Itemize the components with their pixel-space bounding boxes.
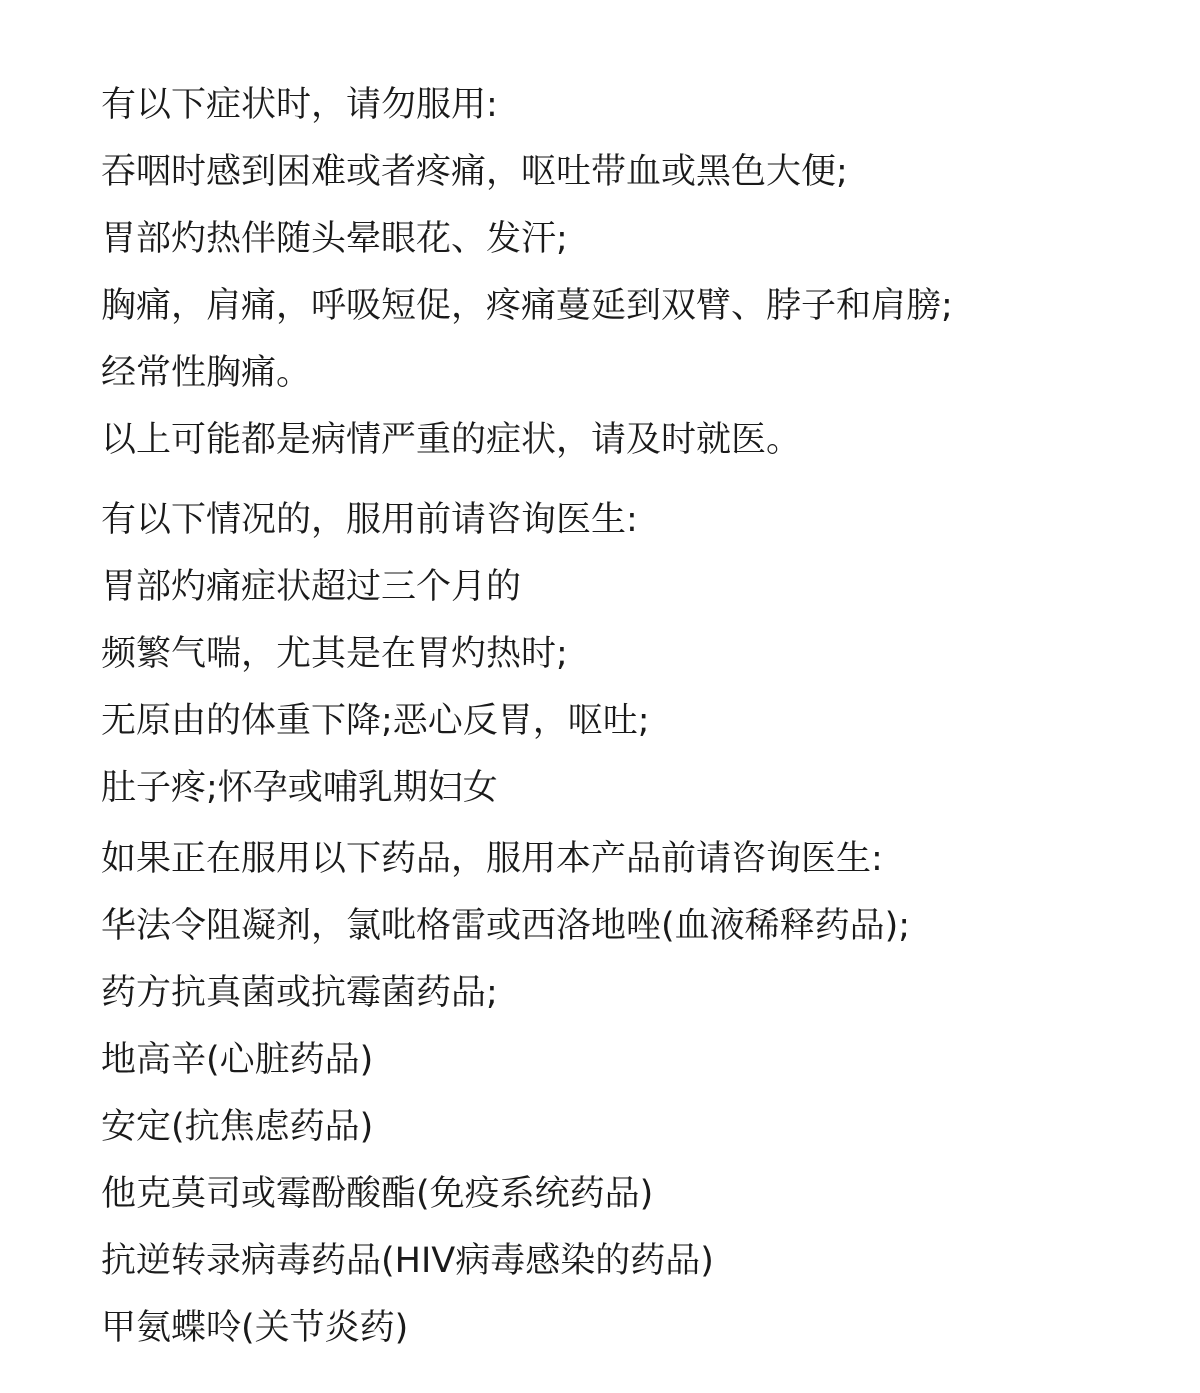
section-drug-interactions [101, 826, 1161, 1362]
section-do-not-use [101, 72, 1161, 474]
list-item: 肚子疼;怀孕或哺乳期妇女 [101, 768, 498, 808]
list-item: 华法令阻凝剂，氯吡格雷或西洛地唑(血液稀释药品); [101, 906, 911, 946]
section-heading: 如果正在服用以下药品，服用本产品前请咨询医生: [101, 839, 883, 879]
section-heading: 有以下情况的，服用前请咨询医生: [101, 500, 638, 540]
list-item: 甲氨蝶呤(关节炎药) [101, 1308, 409, 1348]
section-spacer [101, 474, 1161, 487]
list-item: 胃部灼痛症状超过三个月的 [101, 567, 522, 607]
list-item: 他克莫司或霉酚酸酯(免疫系统药品) [101, 1174, 654, 1214]
section-heading: 有以下症状时，请勿服用: [101, 85, 498, 125]
list-item: 药方抗真菌或抗霉菌药品; [101, 973, 498, 1013]
warning-document [101, 72, 1161, 1362]
list-item: 地高辛(心脏药品) [101, 1040, 374, 1080]
list-item: 安定(抗焦虑药品) [101, 1107, 374, 1147]
list-item: 抗逆转录病毒药品(HIV病毒感染的药品) [101, 1241, 714, 1281]
list-item: 胸痛，肩痛，呼吸短促，疼痛蔓延到双臂、脖子和肩膀; [101, 286, 953, 326]
list-item: 胃部灼热伴随头晕眼花、发汗; [101, 219, 568, 259]
section-consult-doctor [101, 487, 1161, 822]
list-item: 吞咽时感到困难或者疼痛，呕吐带血或黑色大便; [101, 152, 848, 192]
list-item: 频繁气喘，尤其是在胃灼热时; [101, 634, 568, 674]
list-item: 经常性胸痛。 [101, 353, 312, 393]
list-item: 无原由的体重下降;恶心反胃，呕吐; [101, 701, 650, 741]
list-item: 以上可能都是病情严重的症状，请及时就医。 [101, 420, 802, 460]
